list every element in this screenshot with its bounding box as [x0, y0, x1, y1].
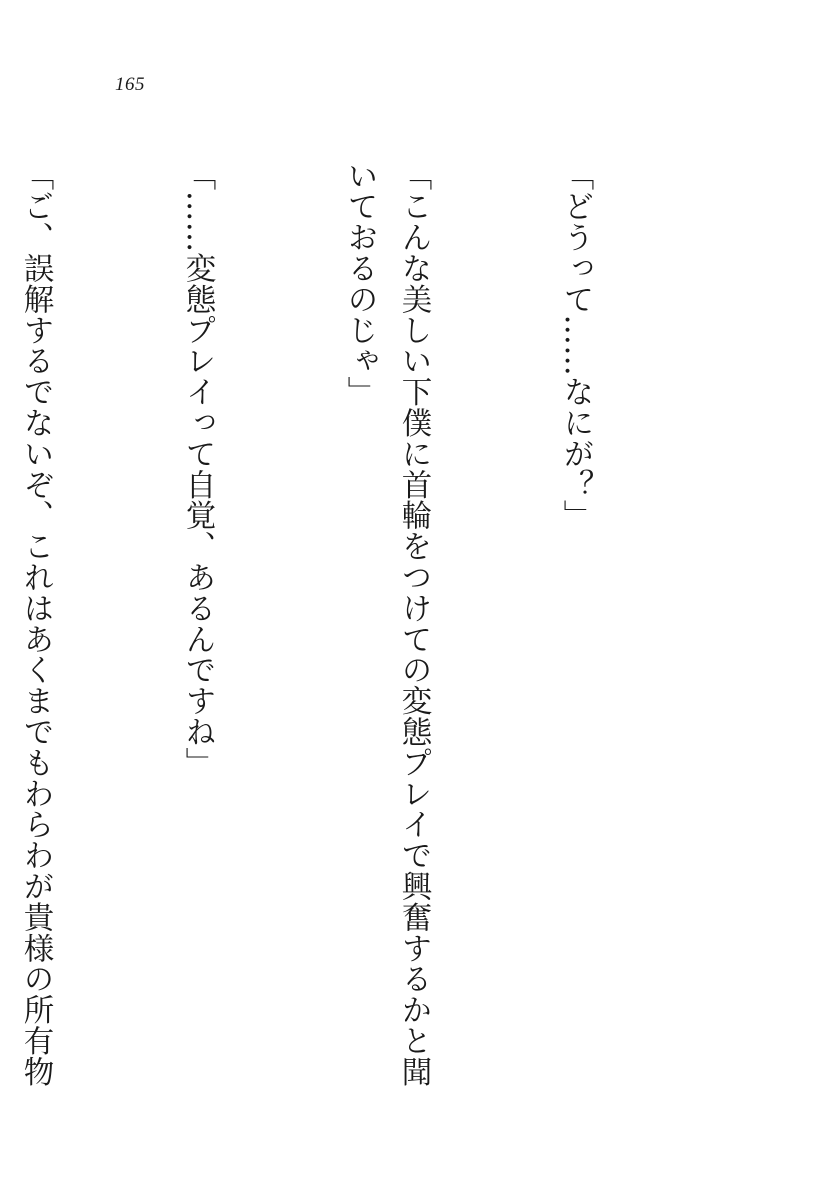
body-text [0, 160, 710, 1090]
text-line: 「ご、誤解するでないぞ、これはあくまでもわらわが貴様の所有物 [18, 160, 53, 1087]
text-line: 「……変態プレイって自覚、あるんですね」 [180, 160, 215, 778]
text-line: 「どうって……なにが？」 [558, 160, 593, 531]
text-line: 「こんな美しい下僕に首輪をつけての変態プレイで興奮するかと聞いておるのじゃ」 [342, 160, 431, 1087]
page-number: 165 [115, 74, 145, 95]
